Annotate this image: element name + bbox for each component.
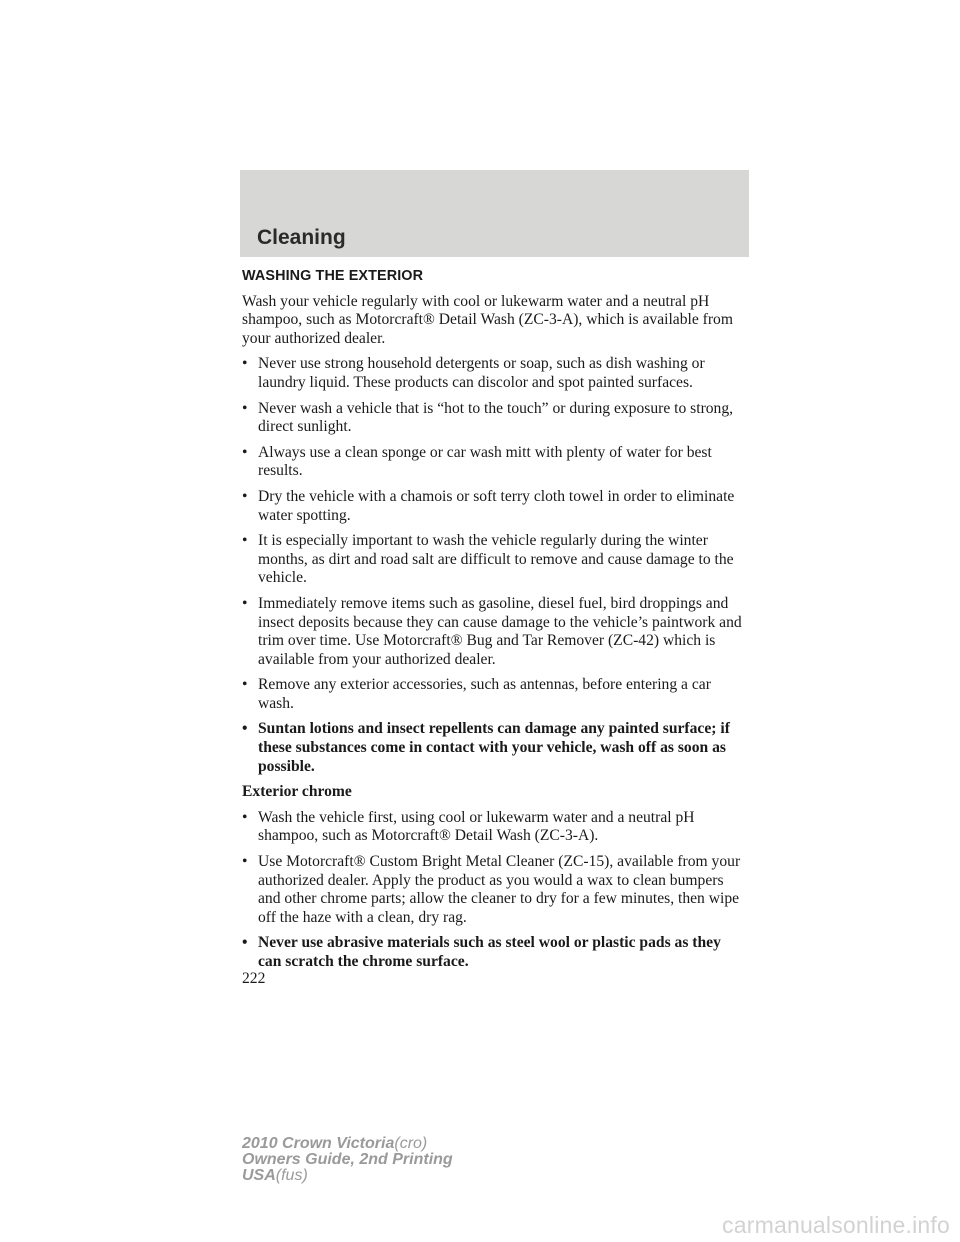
bullet-icon: •	[242, 487, 248, 505]
footer-model-code: (cro)	[394, 1135, 428, 1152]
washing-tips-list	[242, 355, 748, 776]
chrome-tips-list	[242, 809, 748, 972]
list-item	[242, 809, 748, 846]
list-item-text: Remove any exterior accessories, such as antennas, before entering a car wash.	[258, 676, 711, 712]
bullet-icon: •	[242, 934, 248, 952]
section-title: Cleaning	[257, 226, 346, 249]
bullet-icon: •	[242, 355, 248, 373]
warning-list-item	[242, 934, 748, 971]
footer-market: USA	[242, 1167, 276, 1184]
list-item-text: Dry the vehicle with a chamois or soft terry cloth towel in order to eliminate water spotting.	[258, 487, 735, 524]
bullet-icon: •	[242, 532, 248, 550]
bullet-icon: •	[242, 594, 248, 612]
list-item	[242, 400, 748, 437]
list-item-text: Always use a clean sponge or car wash mitt with plenty of water for best results.	[258, 443, 712, 480]
list-item-text: Immediately remove items such as gasoline, diesel fuel, bird droppings and insect deposits because they can cause damage to the vehicle’s paintwork and trim over time. Use Motorcraft® Bug and Tar Remover (ZC-42) which is available from your authorized dealer.	[258, 594, 742, 668]
footer-line-2: Owners Guide, 2nd Printing	[242, 1151, 453, 1168]
page-content	[242, 267, 748, 979]
bullet-icon: •	[242, 443, 248, 461]
list-item-text: Never wash a vehicle that is “hot to the touch” or during exposure to strong, direct sunlight.	[258, 399, 734, 436]
bullet-icon: •	[242, 853, 248, 871]
list-item-text: Wash the vehicle first, using cool or lukewarm water and a neutral pH shampoo, such as Motorcraft® Detail Wash (ZC-3-A).	[258, 808, 695, 845]
list-item	[242, 355, 748, 392]
list-item	[242, 676, 748, 713]
list-item-text: Suntan lotions and insect repellents can damage any painted surface; if these substances come in contact with your vehicle, wash off as soon as possible.	[258, 720, 730, 775]
footer-line-1	[242, 1136, 453, 1152]
bullet-icon: •	[242, 808, 248, 826]
list-item	[242, 444, 748, 481]
bullet-icon: •	[242, 399, 248, 417]
list-item-text: It is especially important to wash the vehicle regularly during the winter months, as dirt and road salt are difficult to remove and cause damage to the vehicle.	[258, 532, 734, 587]
list-item	[242, 488, 748, 525]
exterior-chrome-subheading: Exterior chrome	[242, 783, 352, 801]
footer-model: 2010 Crown Victoria	[242, 1135, 395, 1152]
list-item-text: Never use abrasive materials such as steel wool or plastic pads as they can scratch the chrome surface.	[258, 934, 721, 970]
footer-market-code: (fus)	[275, 1167, 308, 1184]
warning-list-item	[242, 720, 748, 776]
list-item-text: Use Motorcraft® Custom Bright Metal Cleaner (ZC-15), available from your authorized dealer. Apply the product as you would a wax to clean bumpers and other chrome parts; allow the cleaner to dry for a few minutes, then wipe off the haze with a clean, dry rag.	[258, 853, 741, 926]
page-number: 222	[242, 970, 266, 987]
list-item	[242, 532, 748, 588]
list-item-text: Never use strong household detergents or soap, such as dish washing or laundry liquid. These products can discolor and spot painted surfaces.	[258, 355, 705, 391]
bullet-icon: •	[242, 720, 248, 738]
section-heading: WASHING THE EXTERIOR	[242, 268, 424, 284]
intro-paragraph: Wash your vehicle regularly with cool or lukewarm water and a neutral pH shampoo, such as Motorcraft® Detail Wash (ZC-3-A), which is available from your authorized dealer.	[242, 292, 733, 347]
document-footer	[242, 1136, 453, 1184]
list-item	[242, 853, 748, 927]
watermark-text: carmanualsonline.info	[722, 1212, 950, 1238]
list-item	[242, 595, 748, 669]
footer-line-3	[242, 1168, 453, 1184]
bullet-icon: •	[242, 676, 248, 694]
